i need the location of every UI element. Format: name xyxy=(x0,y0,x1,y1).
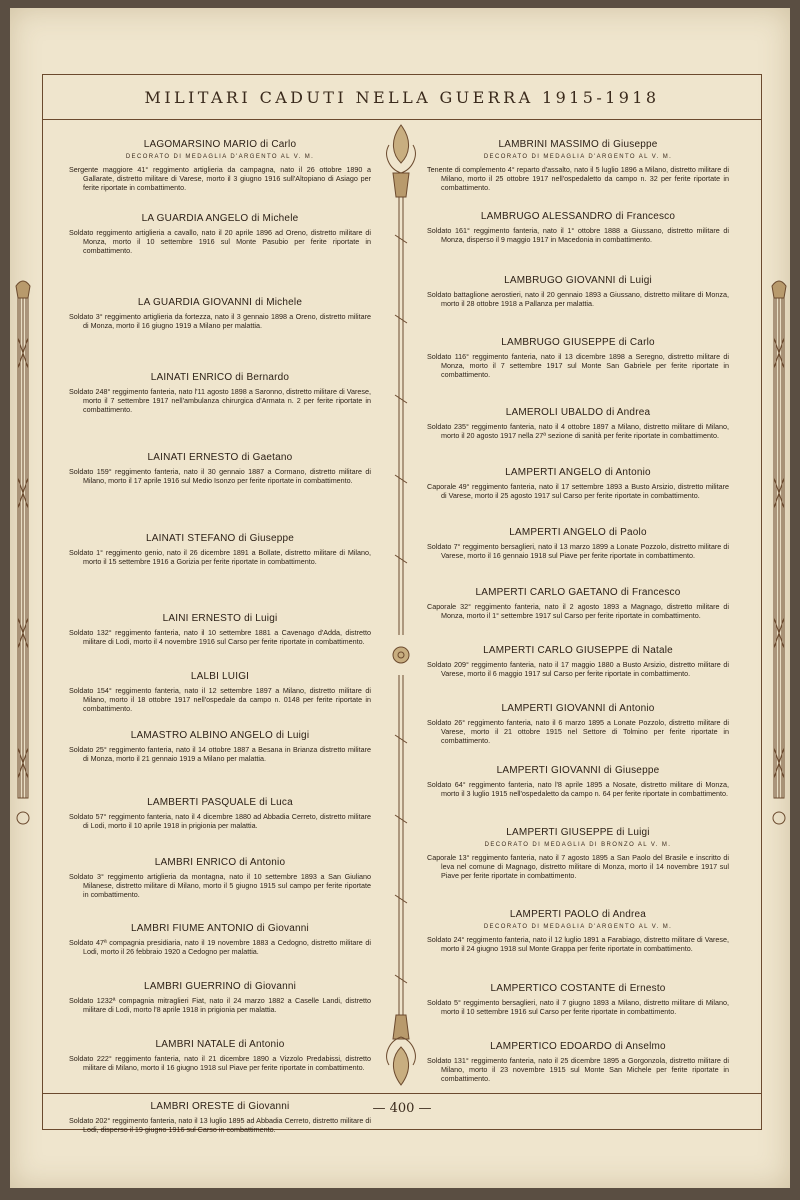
entry-text: Soldato 57° reggimento fanteria, nato il 4 dicembre 1880 ad Abbadia Cerreto, distretto militare di Lodi, morto il 10 aprile 1918 in prigionia per malattia. xyxy=(69,812,371,830)
entry-name: LAMBRUGO GIOVANNI di Luigi xyxy=(504,275,652,286)
list-item xyxy=(69,797,371,830)
entry-name: LA GUARDIA GIOVANNI di Michele xyxy=(137,297,303,308)
entry-text: Caporale 32° reggimento fanteria, nato il 2 agosto 1893 a Magnago, distretto militare di Monza, morto il 1° settembre 1917 sul Carso per ferite riportate in combattimento. xyxy=(427,602,729,620)
entry-name: LAMASTRO ALBINO ANGELO di Luigi xyxy=(130,730,310,741)
entry-name: LAMBRUGO ALESSANDRO di Francesco xyxy=(480,211,676,222)
entry-text: Tenente di complemento 4° reparto d'assalto, nato il 5 luglio 1896 a Milano, distretto militare di Milano, morto il 25 ottobre 1917 nell'ospedaletto da campo n. 32 per ferite riportate in combattimento. xyxy=(427,165,729,192)
entry-text: Soldato 209° reggimento fanteria, nato il 17 maggio 1880 a Busto Arsizio, distretto militare di Varese, morto il 6 maggio 1917 sul Carso per ferite riportate in combattimento. xyxy=(427,660,729,678)
entry-text: Soldato 154° reggimento fanteria, nato il 12 settembre 1897 a Milano, distretto militare di Milano, morto il 18 ottobre 1917 nell'ospedale da campo n. 0148 per ferite riportate in combattimento. xyxy=(69,686,371,713)
entry-text: Soldato 7° reggimento bersaglieri, nato il 13 marzo 1899 a Lonate Pozzolo, distretto militare di Varese, morto il 16 gennaio 1918 sul Piave per ferite riportate in combattimento. xyxy=(427,542,729,560)
entry-text: Soldato 222° reggimento fanteria, nato il 21 dicembre 1890 a Vizzolo Predabissi, distretto militare di Milano, morto il 16 giugno 1918 sul Piave per ferite riportate in combattimento. xyxy=(69,1054,371,1072)
decoration-line: DECORATO DI MEDAGLIA D'ARGENTO AL V. M. xyxy=(483,154,673,160)
list-item xyxy=(427,645,729,678)
list-item xyxy=(69,857,371,899)
entry-name: LAINATI ERNESTO di Gaetano xyxy=(147,452,293,463)
entry-name: LALBI LUIGI xyxy=(190,671,250,682)
entry-name: LAMBRINI MASSIMO di Giuseppe xyxy=(498,139,658,150)
entry-text: Soldato 26° reggimento fanteria, nato il 6 marzo 1895 a Lonate Pozzolo, distretto militare di Varese, morto il 21 ottobre 1915 nel Settore di Tolmino per ferite riportate in combattimento. xyxy=(427,718,729,745)
entry-text: Soldato 202° reggimento fanteria, nato il 13 luglio 1895 ad Abbadia Cerreto, distretto militare di Lodi, disperso il 19 giugno 1916 sul Carso in combattimento. xyxy=(69,1116,371,1134)
list-item xyxy=(69,452,371,485)
entry-text: Soldato 235° reggimento fanteria, nato il 4 ottobre 1897 a Milano, distretto militare di Milano, morto il 20 agosto 1917 nella 27ª sezione di sanità per ferite riportate in combattimento. xyxy=(427,422,729,440)
fasces-icon xyxy=(768,278,790,838)
page-number: — 400 — xyxy=(372,1101,432,1116)
entry-text: Sergente maggiore 41° reggimento artiglieria da campagna, nato il 26 ottobre 1890 a Gallarate, distretto militare di Varese, morto il 3 giugno 1916 sull'Altopiano di Asiago per ferite riportate in combattimento. xyxy=(69,165,371,192)
entry-text: Soldato 159° reggimento fanteria, nato il 30 gennaio 1887 a Cormano, distretto militare di Milano, morto il 17 aprile 1916 sul Medio Isonzo per ferite riportate in combattimento. xyxy=(69,467,371,485)
page-frame xyxy=(42,74,762,1134)
list-item xyxy=(69,1039,371,1072)
entry-name: LAINI ERNESTO di Luigi xyxy=(162,613,278,624)
list-item xyxy=(427,703,729,745)
entry-text: Soldato 1232ª compagnia mitraglieri Fiat, nato il 24 marzo 1882 a Caselle Landi, distretto militare di Lodi, morto l'8 aprile 1918 in prigionia per malattia. xyxy=(69,996,371,1014)
list-item xyxy=(69,213,371,255)
entry-text: Soldato 161° reggimento fanteria, nato il 1° ottobre 1888 a Giussano, distretto militare di Monza, disperso il 9 maggio 1917 in Macedonia in combattimento. xyxy=(427,226,729,244)
entry-name: LAMBRI NATALE di Antonio xyxy=(155,1039,285,1050)
list-item xyxy=(69,671,371,713)
entry-text: Soldato 64° reggimento fanteria, nato l'8 aprile 1895 a Nosate, distretto militare di Monza, morto il 3 luglio 1915 nell'ospedaletto da campo n. 64 per ferite riportate in combattimento. xyxy=(427,780,729,798)
page-title: MILITARI CADUTI NELLA GUERRA 1915-1918 xyxy=(144,87,660,107)
list-item xyxy=(69,372,371,414)
list-item xyxy=(427,587,729,620)
list-item xyxy=(427,1041,729,1083)
entry-text: Caporale 49° reggimento fanteria, nato il 17 settembre 1893 a Busto Arsizio, distretto militare di Varese, morto il 25 agosto 1917 sul Carso per ferite riportate in combattimento. xyxy=(427,482,729,500)
torch-column-icon xyxy=(375,115,427,1095)
entry-name: LAMPERTI CARLO GIUSEPPE di Natale xyxy=(483,645,673,656)
header xyxy=(43,75,761,120)
entry-text: Soldato 25° reggimento fanteria, nato il 14 ottobre 1887 a Besana in Brianza distretto militare di Monza, morto il 21 gennaio 1919 a Milano per malattia. xyxy=(69,745,371,763)
list-item xyxy=(69,730,371,763)
entry-text: Soldato 47ª compagnia presidiaria, nato il 19 novembre 1883 a Cedogno, distretto militare di Lodi, morto il 26 febbraio 1920 a Cedogno per malattia. xyxy=(69,938,371,956)
entry-name: LAINATI STEFANO di Giuseppe xyxy=(145,533,295,544)
entry-text: Soldato 3° reggimento artiglieria da montagna, nato il 10 settembre 1893 a San Giuliano Milanese, distretto militare di Milano, morto il 5 giugno 1915 sul campo per ferite riportate in combattimento. xyxy=(69,872,371,899)
entry-text: Soldato 5° reggimento bersaglieri, nato il 7 giugno 1893 a Milano, distretto militare di Milano, morto il 10 settembre 1916 sul Carso per ferite riportate in combattimento. xyxy=(427,998,729,1016)
entry-text: Soldato 132° reggimento fanteria, nato il 10 settembre 1881 a Cavenago d'Adda, distretto militare di Lodi, morto il 4 novembre 1916 sul Carso per ferite riportate in combattimento. xyxy=(69,628,371,646)
fasces-icon xyxy=(12,278,34,838)
entry-name: LAGOMARSINO MARIO di Carlo xyxy=(143,139,297,150)
entry-name: LAMBRI GUERRINO di Giovanni xyxy=(143,981,297,992)
decoration-line: DECORATO DI MEDAGLIA D'ARGENTO AL V. M. xyxy=(483,924,673,930)
entry-name: LAMPERTI GIOVANNI di Giuseppe xyxy=(496,765,660,776)
entry-name: LAMPERTICO EDOARDO di Anselmo xyxy=(490,1041,666,1052)
entry-name: LAMBRI ORESTE di Giovanni xyxy=(150,1101,290,1112)
entry-text: Soldato 116° reggimento fanteria, nato il 13 dicembre 1898 a Seregno, distretto militare di Monza, morto il 7 settembre 1917 sul Monte San Gabriele per ferite riportate in combattimento. xyxy=(427,352,729,379)
entry-name: LAMBRUGO GIUSEPPE di Carlo xyxy=(501,337,655,348)
entry-name: LA GUARDIA ANGELO di Michele xyxy=(141,213,299,224)
entry-name: LAMPERTI ANGELO di Antonio xyxy=(505,467,651,478)
entry-text: Soldato 248° reggimento fanteria, nato l'11 agosto 1898 a Saronno, distretto militare di Varese, morto il 7 settembre 1917 nell'ambulanza chirurgica d'Armata n. 2 per ferite riportate in combattimento. xyxy=(69,387,371,414)
entry-text: Caporale 13° reggimento fanteria, nato il 7 agosto 1895 a San Paolo del Brasile e inscritto di leva nel comune di Magnago, distretto militare di Monza, morto il 14 novembre 1917 sul Piave per ferite riportate in combattimento. xyxy=(427,853,729,880)
entry-name: LAMBRI ENRICO di Antonio xyxy=(154,857,286,868)
entry-text: Soldato 1° reggimento genio, nato il 26 dicembre 1891 a Bollate, distretto militare di Milano, morto il 15 settembre 1916 a Gorizia per ferite riportate in combattimento. xyxy=(69,548,371,566)
entry-name: LAMPERTI GIOVANNI di Antonio xyxy=(501,703,655,714)
entry-text: Soldato battaglione aerostieri, nato il 20 gennaio 1893 a Giussano, distretto militare di Monza, morto il 28 ottobre 1918 a Pallanza per malattia. xyxy=(427,290,729,308)
entry-name: LAINATI ENRICO di Bernardo xyxy=(150,372,290,383)
entry-text: Soldato 24° reggimento fanteria, nato il 12 luglio 1891 a Farabiago, distretto militare di Varese, morto il 24 giugno 1918 sul Monte Grappa per ferite riportate in combattimento. xyxy=(427,935,729,953)
entry-name: LAMBRI FIUME ANTONIO di Giovanni xyxy=(131,923,309,934)
list-item xyxy=(427,827,729,880)
entry-name: LAMPERTI ANGELO di Paolo xyxy=(509,527,647,538)
entry-text: Soldato reggimento artiglieria a cavallo, nato il 20 aprile 1896 ad Oreno, distretto militare di Monza, morto il 10 settembre 1916 sul Monte Pasubio per ferite riportate in combattimento. xyxy=(69,228,371,255)
entry-name: LAMPERTI PAOLO di Andrea xyxy=(509,909,647,920)
entry-name: LAMPERTI CARLO GAETANO di Francesco xyxy=(475,587,681,598)
list-item xyxy=(69,613,371,646)
entry-name: LAMEROLI UBALDO di Andrea xyxy=(505,407,651,418)
entry-text: Soldato 131° reggimento fanteria, nato il 25 dicembre 1895 a Gorgonzola, distretto militare di Milano, morto il 23 novembre 1915 sul Monte San Michele per ferite riportate in combattimento. xyxy=(427,1056,729,1083)
list-item xyxy=(427,983,729,1016)
list-item xyxy=(427,211,729,244)
list-item xyxy=(69,981,371,1014)
list-item xyxy=(69,139,371,192)
entry-name: LAMPERTICO COSTANTE di Ernesto xyxy=(490,983,666,994)
page xyxy=(10,8,790,1188)
list-item xyxy=(427,765,729,798)
list-item xyxy=(427,467,729,500)
list-item xyxy=(69,297,371,330)
list-item xyxy=(69,533,371,566)
list-item xyxy=(427,139,729,192)
list-item xyxy=(427,407,729,440)
list-item xyxy=(427,275,729,308)
footer-rule xyxy=(43,1093,761,1094)
list-item xyxy=(69,923,371,956)
decoration-line: DECORATO DI MEDAGLIA DI BRONZO AL V. M. xyxy=(484,842,672,848)
entry-name: LAMBERTI PASQUALE di Luca xyxy=(147,797,293,808)
list-item xyxy=(427,527,729,560)
list-item xyxy=(427,337,729,379)
decoration-line: DECORATO DI MEDAGLIA D'ARGENTO AL V. M. xyxy=(125,154,315,160)
entry-text: Soldato 3° reggimento artiglieria da fortezza, nato il 3 gennaio 1898 a Oreno, distretto militare di Monza, morto il 16 giugno 1919 a Milano per malattia. xyxy=(69,312,371,330)
list-item xyxy=(427,909,729,953)
entry-name: LAMPERTI GIUSEPPE di Luigi xyxy=(506,827,650,838)
